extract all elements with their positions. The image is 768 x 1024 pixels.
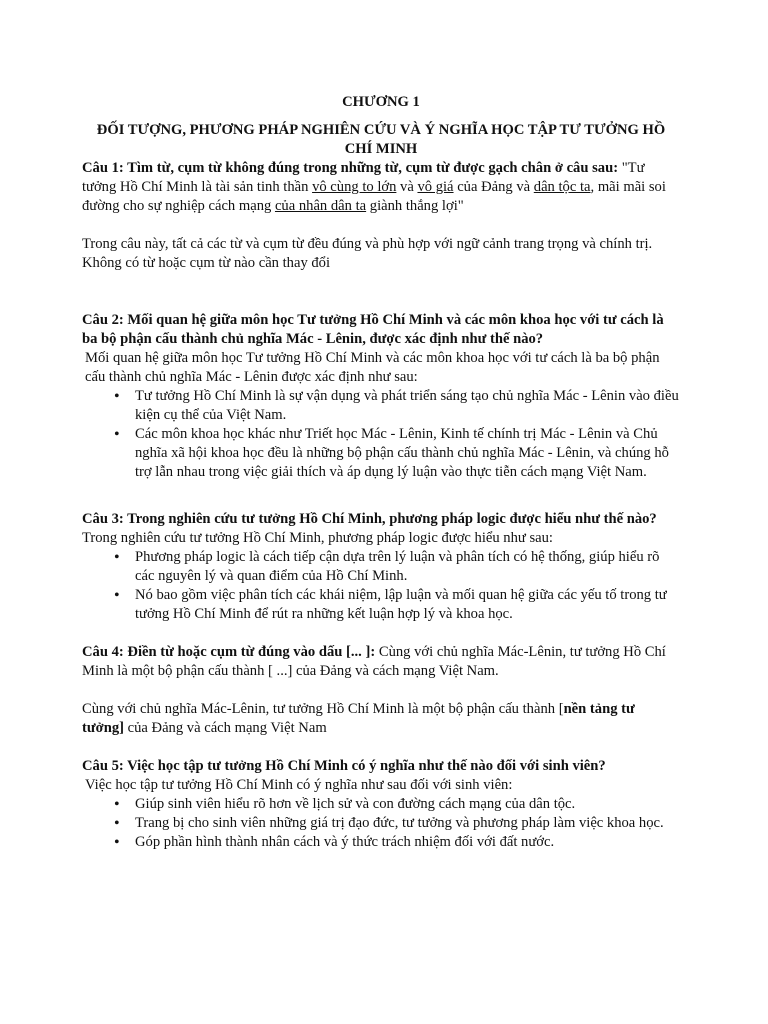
underlined-phrase: vô cùng to lớn: [312, 179, 397, 195]
list-item: • Các môn khoa học khác như Triết học Mác - Lênin, Kinh tế chính trị Mác - Lênin và Chủ nghĩa xã hội khoa học đều là những bộ phận cấu thành chủ nghĩa Mác - Lênin, và chúng hỗ trợ lẫn nhau trong việc giải thích và áp dụng lý luận vào thực tiễn cách mạng Việt Nam.: [135, 425, 680, 482]
list-item: • Trang bị cho sinh viên những giá trị đạo đức, tư tưởng và phương pháp làm việc khoa học.: [135, 814, 680, 833]
question-4-label: Câu 4: Điền từ hoặc cụm từ đúng vào dấu [... ]:: [82, 644, 376, 660]
question-1-text: giành thắng lợi": [366, 198, 464, 214]
list-item: • Giúp sinh viên hiểu rõ hơn về lịch sử và con đường cách mạng của dân tộc.: [135, 795, 680, 814]
underlined-phrase: dân tộc ta: [533, 179, 591, 195]
question-2-label: Câu 2: Mối quan hệ giữa môn học Tư tưởng Hồ Chí Minh và các môn khoa học với tư cách là ba bộ phận cấu thành chủ nghĩa Mác - Lênin, được xác định như thế nào?: [82, 312, 664, 347]
question-1-answer: Trong câu này, tất cả các từ và cụm từ đều đúng và phù hợp với ngữ cảnh trang trọng và chính trị. Không có từ hoặc cụm từ nào cần thay đổi: [82, 236, 653, 271]
document-title: ĐỐI TƯỢNG, PHƯƠNG PHÁP NGHIÊN CỨU VÀ Ý NGHĨA HỌC TẬP TƯ TƯỞNG HỒ CHÍ MINH: [96, 122, 666, 157]
question-3-label: Câu 3: Trong nghiên cứu tư tưởng Hồ Chí Minh, phương pháp logic được hiểu như thế nào?: [82, 511, 657, 527]
list-item: • Tư tưởng Hồ Chí Minh là sự vận dụng và phát triển sáng tạo chủ nghĩa Mác - Lênin vào điều kiện cụ thể của Việt Nam.: [135, 387, 680, 425]
question-1-label: Câu 1: Tìm từ, cụm từ không đúng trong những từ, cụm từ được gạch chân ở câu sau:: [82, 160, 619, 176]
list-item: • Góp phần hình thành nhân cách và ý thức trách nhiệm đối với đất nước.: [135, 833, 680, 852]
question-1-text: và: [396, 179, 418, 195]
chapter-heading: CHƯƠNG 1: [342, 94, 420, 110]
list-item: • Phương pháp logic là cách tiếp cận dựa trên lý luận và phân tích có hệ thống, giúp hiểu rõ các nguyên lý và quan điểm của Hồ Chí Minh.: [135, 548, 680, 586]
question-3-list: [82, 548, 680, 624]
question-2-list: [82, 387, 680, 482]
question-4-text: Cùng với chủ nghĩa Mác-Lênin, tư tưởng Hồ Chí Minh là một bộ phận cấu thành [ ...] của Đảng và cách mạng Việt Nam.: [82, 644, 666, 679]
question-3-intro: Trong nghiên cứu tư tưởng Hồ Chí Minh, phương pháp logic được hiểu như sau:: [82, 530, 553, 546]
question-2-intro: Mối quan hệ giữa môn học Tư tưởng Hồ Chí Minh và các môn khoa học với tư cách là ba bộ phận cấu thành chủ nghĩa Mác - Lênin được xác định như sau:: [85, 350, 660, 385]
question-5-label: Câu 5: Việc học tập tư tưởng Hồ Chí Minh có ý nghĩa như thế nào đối với sinh viên?: [82, 758, 606, 774]
question-4: [82, 643, 680, 681]
question-1-text: của Đảng và: [453, 179, 534, 195]
answer-text: của Đảng và cách mạng Việt Nam: [123, 720, 327, 736]
answer-highlight: nền tảng tư tưởng]: [82, 701, 635, 736]
answer-text: Cùng với chủ nghĩa Mác-Lênin, tư tưởng Hồ Chí Minh là một bộ phận cấu thành [: [82, 701, 564, 717]
question-1-text: "Tư tưởng Hồ Chí Minh là tài sản tinh thần: [82, 160, 645, 195]
question-4-answer: [82, 700, 680, 738]
list-item: • Nó bao gồm việc phân tích các khái niệm, lập luận và mối quan hệ giữa các yếu tố trong tư tưởng Hồ Chí Minh để rút ra những kết luận hợp lý và khoa học.: [135, 586, 680, 624]
underlined-phrase: của nhân dân ta: [274, 198, 367, 214]
question-1-text: , mãi mãi soi đường cho sự nghiệp cách mạng: [82, 179, 666, 214]
question-5-intro: Việc học tập tư tưởng Hồ Chí Minh có ý nghĩa như sau đối với sinh viên:: [85, 777, 513, 793]
question-1: [82, 159, 680, 216]
question-5-list: [82, 795, 680, 852]
document-body: [82, 93, 680, 852]
underlined-phrase: vô giá: [417, 179, 454, 195]
